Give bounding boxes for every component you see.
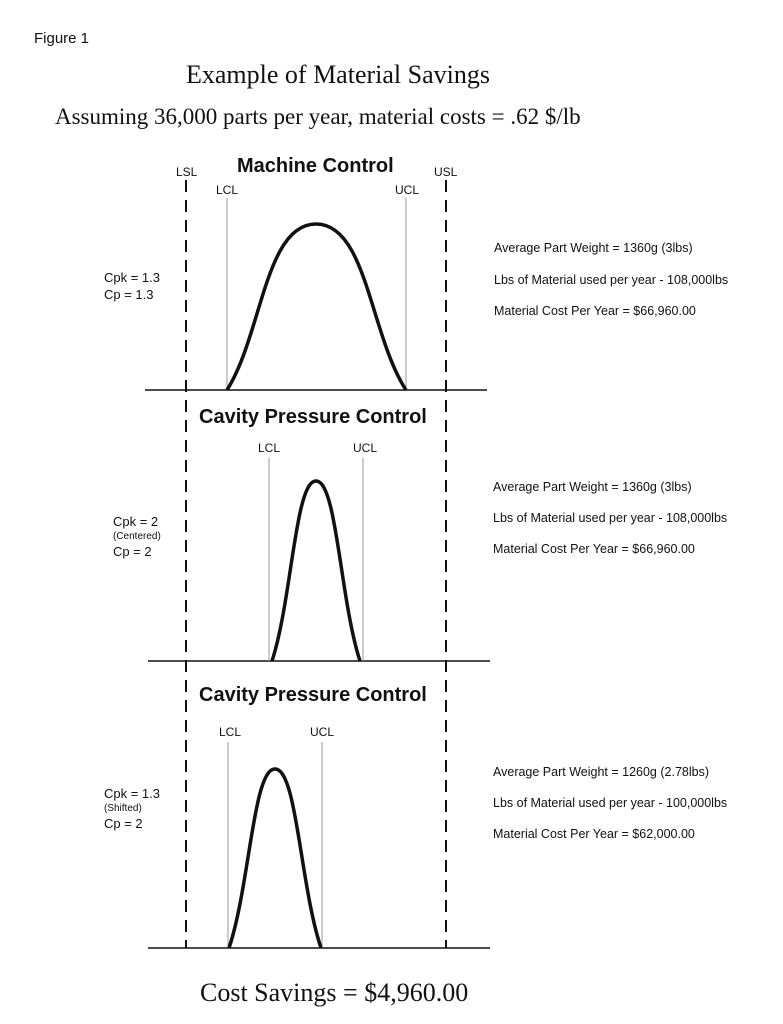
stat-average-weight: Average Part Weight = 1360g (3lbs) (493, 480, 692, 494)
ucl-label: UCL (395, 183, 420, 197)
capability-note: (Shifted) (104, 803, 142, 814)
panel-machine-control (145, 198, 487, 390)
capability-note: (Centered) (113, 531, 161, 542)
stat-average-weight: Average Part Weight = 1260g (2.78lbs) (493, 765, 709, 779)
cpk-value: Cpk = 1.3 (104, 786, 161, 801)
ucl-label: UCL (310, 725, 335, 739)
stat-material-cost: Material Cost Per Year = $66,960.00 (494, 304, 696, 318)
lcl-label: LCL (219, 725, 242, 739)
panel-cavity-centered (148, 458, 490, 661)
cp-value: Cp = 1.3 (104, 287, 154, 302)
cpk-value: Cpk = 2 (113, 514, 159, 529)
panel-title: Cavity Pressure Control (199, 406, 427, 428)
panel-cavity-shifted (148, 742, 490, 948)
usl-label: USL (434, 165, 458, 179)
distribution-curve (229, 769, 321, 948)
lsl-label: LSL (176, 165, 198, 179)
stat-material-used: Lbs of Material used per year - 100,000lbs (493, 796, 728, 810)
cp-value: Cp = 2 (104, 816, 143, 831)
panel-title: Machine Control (237, 155, 394, 177)
cost-savings: Cost Savings = $4,960.00 (200, 978, 469, 1007)
page-subtitle: Assuming 36,000 parts per year, material costs = .62 $/lb (55, 104, 581, 129)
figure-label: Figure 1 (34, 30, 90, 47)
page-title: Example of Material Savings (186, 60, 490, 89)
stat-material-cost: Material Cost Per Year = $62,000.00 (493, 827, 695, 841)
cpk-value: Cpk = 1.3 (104, 270, 161, 285)
distribution-curve (227, 224, 406, 390)
lcl-label: LCL (216, 183, 239, 197)
stat-material-used: Lbs of Material used per year - 108,000lbs (494, 273, 729, 287)
stat-material-used: Lbs of Material used per year - 108,000lbs (493, 511, 728, 525)
panel-title: Cavity Pressure Control (199, 684, 427, 706)
stat-material-cost: Material Cost Per Year = $66,960.00 (493, 542, 695, 556)
ucl-label: UCL (353, 441, 378, 455)
lcl-label: LCL (258, 441, 281, 455)
stat-average-weight: Average Part Weight = 1360g (3lbs) (494, 241, 693, 255)
distribution-curve (272, 481, 360, 661)
cp-value: Cp = 2 (113, 544, 152, 559)
